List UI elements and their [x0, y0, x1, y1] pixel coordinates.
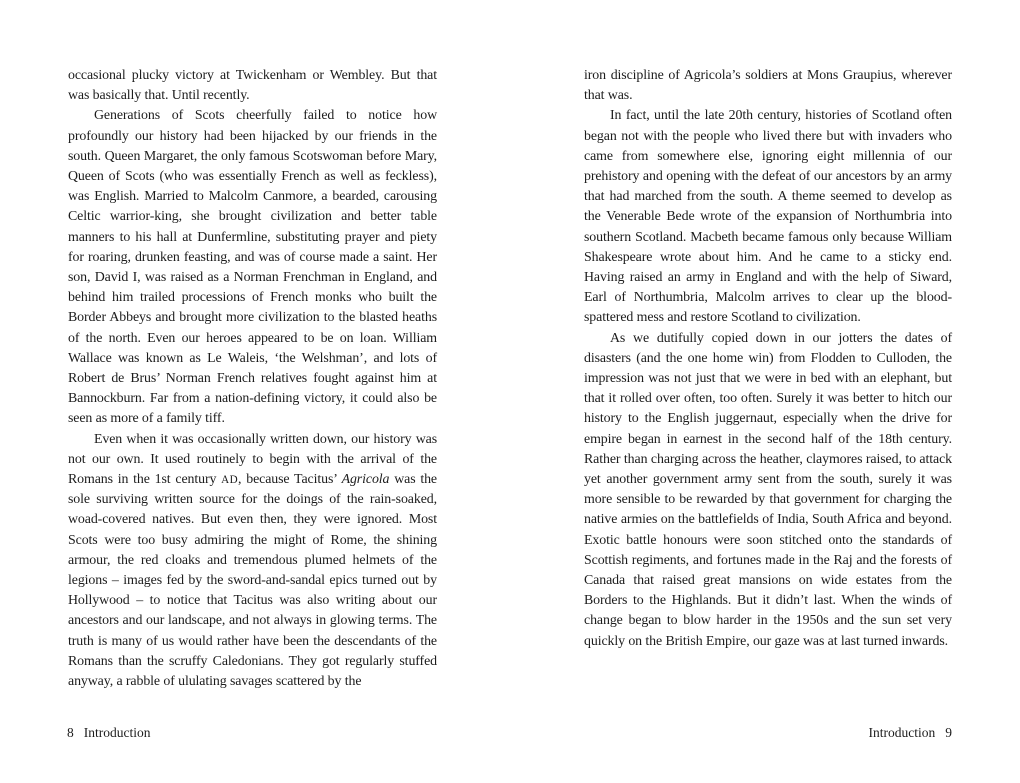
book-title-italic: Agricola	[341, 472, 390, 488]
text-run: In fact, until the late 20th century, histories of Scotland often began not with the people who lived there but with invaders who came from somewhere else, ignoring eight millennia of our prehistory and opening with the defeat of our ancestors by an army that had marched from the south. A theme seemed to develop as the Venerable Bede wrote of the expansion of Northumbria into southern Scotland. Macbeth became famous only because William Shakespeare wrote about him. And he came to a sticky end. Having raised an army in England and with the help of Siward, Earl of Northumbria, Malcolm arrives to clear up the blood-spattered mess and restore Scotland to civilization.	[584, 108, 952, 326]
paragraph	[584, 66, 952, 106]
left-page-footer	[67, 725, 151, 741]
paragraph	[68, 430, 437, 693]
text-run: , because Tacitus’	[238, 472, 342, 488]
right-page-footer	[869, 725, 953, 741]
paragraph	[584, 106, 952, 328]
text-run: was the sole surviving written source for the doings of the rain-soaked, woad-covered natives. But even then, they were ignored. Most Scots were too busy admiring the might of Rome, the shining armour, the red cloaks and tremendous plumed helmets of the legions – images fed by the sword-and-sandal epics turned out by Hollywood – to notice that Tacitus was also writing about our ancestors and our landscape, and not always in glowing terms. The truth is many of us would rather have been the descendants of the Romans than the scruffy Caledonians. They got regularly stuffed anyway, a rabble of ululating savages scattered by the	[68, 472, 437, 690]
left-running-title: Introduction	[83, 725, 151, 740]
left-page-number: 8	[67, 725, 74, 740]
right-running-title: Introduction	[868, 725, 936, 740]
paragraph	[584, 329, 952, 652]
left-page-text	[68, 66, 437, 692]
text-run: As we dutifully copied down in our jotters the dates of disasters (and the one home win) from Flodden to Culloden, the impression was not just that we were in bed with an elephant, but that it rolled over often, too often. Surely it was better to hitch our history to the English juggernaut, especially when the drive for empire began in earnest in the second half of the 18th century. Rather than charging across the heather, claymores raised, to attack yet another government army sent from the south, surely it was more sensible to be rewarded by that government for charging the native armies on the battlefields of India, South Africa and beyond. Exotic battle honours were soon stitched onto the standards of Scottish regiments, and fortunes made in the Raj and the forests of Canada that raised great mansions on wide estates from the Borders to the Highlands. But it didn’t last. When the winds of change began to blow harder in the 1950s and the sun set very quickly on the British Empire, our gaze was at last turned inwards.	[584, 330, 952, 649]
paragraph	[68, 106, 437, 429]
right-page-text	[584, 66, 952, 652]
text-run: occasional plucky victory at Twickenham or Wembley. But that was basically that. Until recently.	[68, 68, 437, 104]
era-smallcaps: AD	[221, 474, 239, 487]
text-run: Generations of Scots cheerfully failed to notice how profoundly our history had been hijacked by our friends in the south. Queen Margaret, the only famous Scotswoman before Mary, Queen of Scots (who was essentially French as well as feckless), was English. Married to Malcolm Canmore, a bearded, carousing Celtic warrior-king, she brought civilization and better table manners to his hall at Dunfermline, substituting prayer and piety for roaring, drunken feasting, and was of course made a saint. Her son, David I, was raised as a Norman Frenchman in England, and behind him trailed processions of French monks who built the Border Abbeys and brought more civilization to the blasted heaths of the north. Even our heroes appeared to be on loan. William Wallace was known as Le Waleis, ‘the Welshman’, and lots of Robert de Brus’ Norman French relatives fought against him at Bannockburn. Far from a nation-defining victory, it could also be seen as more of a family tiff.	[68, 108, 437, 427]
paragraph	[68, 66, 437, 106]
text-run: iron discipline of Agricola’s soldiers at Mons Graupius, wherever that was.	[584, 68, 952, 104]
right-page-number: 9	[945, 725, 952, 740]
text-run: Even when it was occasionally written down, our history was not our own. It used routinely to begin with the arrival of the Romans in the 1st century	[68, 431, 437, 488]
